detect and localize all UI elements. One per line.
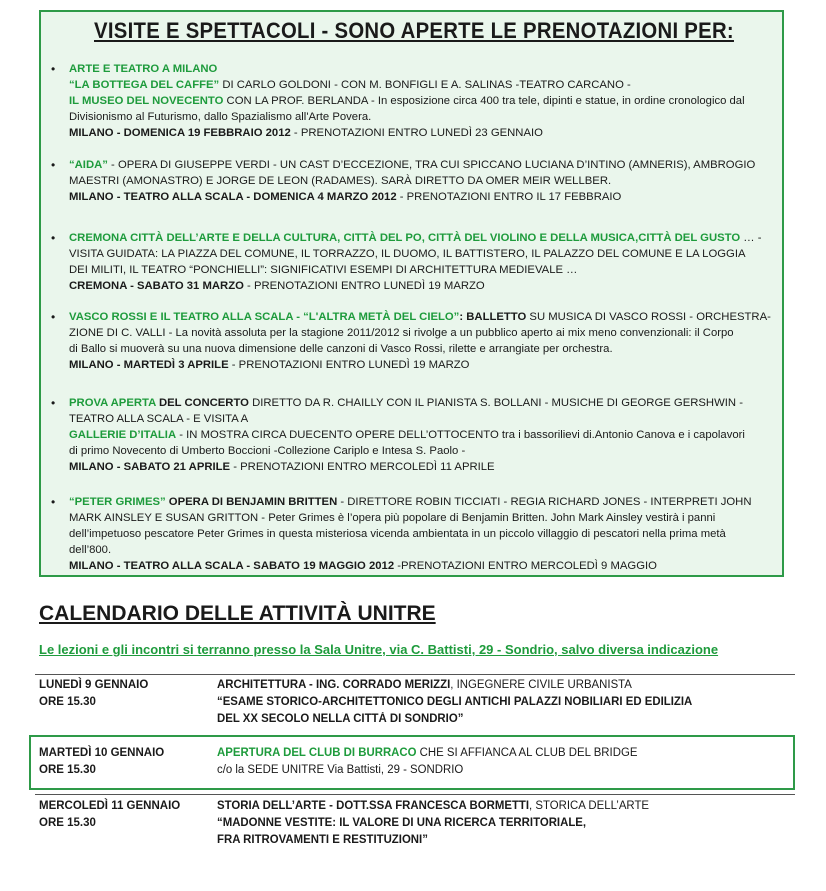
events-box-title: VISITE E SPETTACOLI - SONO APERTE LE PRENOTAZIONI PER: — [93, 18, 734, 43]
text-segment: DEL XX SECOLO NELLA CITTÀ DI SONDRIO” — [217, 713, 464, 725]
text-line — [69, 278, 779, 294]
text-segment: MAESTRI (AMONASTRO) E JORGE DE LEON (RADAMES). SARÀ DIRETTO DA OMER MEIR WELLBER. — [69, 175, 612, 187]
text-line — [69, 125, 779, 141]
text-line — [69, 61, 779, 77]
bullet-icon: • — [51, 495, 56, 509]
text-segment: MILANO - TEATRO ALLA SCALA - DOMENICA 4 MARZO 2012 — [69, 191, 397, 203]
text-segment: “ESAME STORICO-ARCHITETTONICO DEGLI ANTICHI PALAZZI NOBILIARI ED EDILIZIA — [217, 696, 693, 708]
text-line — [69, 427, 779, 443]
calendar-description — [217, 745, 797, 779]
text-line — [69, 395, 779, 411]
text-segment: VISITA GUIDATA: LA PIAZZA DEL COMUNE, IL TORRAZZO, IL DUOMO, IL BATTISTERO, IL PALAZZO DEL COMUNE E LA LOGGIA — [69, 248, 746, 260]
calendar-title: CALENDARIO DELLE ATTIVITÀ UNITRE — [39, 602, 436, 625]
text-segment: , INGEGNERE CIVILE URBANISTA — [450, 679, 632, 691]
calendar-subtitle: Le lezioni e gli incontri si terranno presso la Sala Unitre, via C. Battisti, 29 - Sondrio, salvo diversa indicazione — [39, 642, 719, 657]
events-box — [39, 10, 784, 577]
text-line — [69, 262, 779, 278]
text-segment: BALLETTO — [466, 311, 527, 323]
text-line — [217, 815, 792, 832]
text-segment: c/o la SEDE UNITRE Via Battisti, 29 - SONDRIO — [217, 764, 464, 776]
text-segment: di Ballo si muoverà su una nuova dimensione delle canzoni di Vasco Rossi, rilette e arrangiate per orchestra. — [69, 343, 613, 355]
text-line — [69, 494, 779, 510]
text-segment: ARCHITETTURA - ING. CORRADO MERIZZI — [217, 679, 451, 691]
text-line — [217, 694, 792, 711]
text-segment: DEI MILITI, IL TEATRO “PONCHIELLI”: SIGNIFICATIVI ESEMPI DI ARCHITETTURA MEDIEVALE … — [69, 264, 578, 276]
text-segment: ZIONE DI C. VALLI - La novità assoluta per la stagione 2011/2012 si rivolge a un pubblico aperto ai mix meno convenzionali: il Corpo — [69, 327, 734, 339]
text-line — [217, 798, 792, 815]
text-line — [69, 189, 779, 205]
text-line — [69, 411, 779, 427]
text-segment: di primo Novecento di Umberto Boccioni -Collezione Cariplo e Intesa S. Paolo - — [69, 445, 466, 457]
text-segment: CHE SI AFFIANCA AL CLUB DEL BRIDGE — [416, 747, 638, 759]
text-segment: - PRENOTAZIONI ENTRO MERCOLEDÌ 11 APRILE — [230, 461, 495, 473]
text-line — [217, 762, 792, 779]
text-line — [69, 109, 779, 125]
calendar-date — [39, 798, 209, 832]
calendar-date — [39, 677, 209, 711]
text-segment: - IN MOSTRA CIRCA DUECENTO OPERE DELL’OTTOCENTO tra i bassorilievi di.Antonio Canova e i capolavori — [176, 429, 745, 441]
calendar-description — [217, 798, 797, 849]
date-line: MERCOLEDÌ 11 GENNAIO — [39, 800, 181, 812]
text-segment: MARK AINSLEY E SUSAN GRITTON - Peter Grimes è l’opera più popolare di Benjamin Britten. John Mark Ainsley vestirà i panni — [69, 512, 716, 524]
text-segment: - PRENOTAZIONI ENTRO IL 17 FEBBRAIO — [396, 191, 622, 203]
text-segment: - OPERA DI GIUSEPPE VERDI - UN CAST D’ECCEZIONE, TRA CUI SPICCANO LUCIANA D’INTINO (AMNERIS), AMBROGIO — [107, 159, 756, 171]
text-segment: MILANO - TEATRO ALLA SCALA - SABATO 19 MAGGIO 2012 — [69, 560, 395, 572]
text-segment: CREMONA - SABATO 31 MARZO — [69, 280, 244, 292]
text-line — [217, 711, 792, 728]
divider — [35, 794, 795, 795]
bullet-icon: • — [51, 396, 56, 410]
text-line — [69, 246, 779, 262]
text-line — [69, 558, 779, 574]
text-segment: OPERA DI BENJAMIN BRITTEN — [165, 496, 338, 508]
text-segment: “AIDA” — [69, 159, 108, 171]
text-line — [69, 542, 779, 558]
text-segment: IL MUSEO DEL NOVECENTO — [69, 95, 224, 107]
text-line — [69, 357, 779, 373]
text-segment: CREMONA CITTÀ DELL’ARTE E DELLA CULTURA, CITTÀ DEL PO, CITTÀ DEL VIOLINO E DELLA MUSICA,CITTÀ DEL GUSTO — [69, 232, 741, 244]
text-segment: - PRENOTAZIONI ENTRO LUNEDÌ 19 MARZO — [228, 359, 470, 371]
calendar-date — [39, 745, 209, 779]
date-line: MARTEDÌ 10 GENNAIO — [39, 747, 165, 759]
event-item — [51, 230, 779, 294]
text-line — [69, 93, 779, 109]
text-segment: dell’800. — [69, 544, 112, 556]
event-item — [51, 494, 779, 574]
text-segment: “MADONNE VESTITE: IL VALORE DI UNA RICERCA TERRITORIALE, — [217, 817, 587, 829]
text-line — [69, 325, 779, 341]
text-line — [217, 745, 792, 762]
date-line: ORE 15.30 — [39, 817, 96, 829]
divider — [35, 674, 795, 675]
text-line — [69, 443, 779, 459]
event-item — [51, 61, 779, 141]
text-segment: MILANO - DOMENICA 19 FEBBRAIO 2012 — [69, 127, 291, 139]
text-segment: VASCO ROSSI E IL TEATRO ALLA SCALA - “L'ALTRA METÀ DEL CIELO” — [69, 311, 460, 323]
bullet-icon: • — [51, 231, 56, 245]
bullet-icon: • — [51, 158, 56, 172]
text-segment: PROVA APERTA — [69, 397, 156, 409]
text-line — [69, 157, 779, 173]
text-segment: SU MUSICA DI VASCO ROSSI - ORCHESTRA- — [526, 311, 771, 323]
text-line — [217, 677, 792, 694]
text-segment: - PRENOTAZIONI ENTRO LUNEDÌ 23 GENNAIO — [290, 127, 543, 139]
text-segment: DI CARLO GOLDONI - CON M. BONFIGLI E A. SALINAS -TEATRO CARCANO - — [219, 79, 631, 91]
event-item — [51, 309, 779, 373]
text-segment: “PETER GRIMES” — [69, 496, 166, 508]
text-segment: - PRENOTAZIONI ENTRO LUNEDÌ 19 MARZO — [243, 280, 485, 292]
text-segment: MILANO - MARTEDÌ 3 APRILE — [69, 359, 229, 371]
text-segment: ARTE E TEATRO A MILANO — [69, 63, 218, 75]
event-item — [51, 157, 779, 205]
text-line — [69, 309, 779, 325]
text-segment: - DIRETTORE ROBIN TICCIATI - REGIA RICHARD JONES - INTERPRETI JOHN — [337, 496, 752, 508]
text-segment: … - — [740, 232, 762, 244]
bullet-icon: • — [51, 310, 56, 324]
text-segment: : — [459, 311, 467, 323]
text-line — [217, 832, 792, 849]
text-segment: , STORICA DELL’ARTE — [529, 800, 650, 812]
event-item — [51, 395, 779, 475]
text-segment: Divisionismo al Futurismo, dallo Spazialismo all'Arte Povera. — [69, 111, 372, 123]
date-line: ORE 15.30 — [39, 764, 96, 776]
text-line — [69, 510, 779, 526]
calendar-description — [217, 677, 797, 728]
text-segment: DIRETTO DA R. CHAILLY CON IL PIANISTA S. BOLLANI - MUSICHE DI GEORGE GERSHWIN - — [248, 397, 743, 409]
text-segment: CON LA PROF. BERLANDA - In esposizione circa 400 tra tele, dipinti e statue, in ordine cronologico dal — [223, 95, 745, 107]
text-segment: dell’impetuoso pescatore Peter Grimes in questa misteriosa vicenda ambientata in un piccolo villaggio di pescatori nella prima metà — [69, 528, 726, 540]
text-line — [69, 173, 779, 189]
text-segment: TEATRO ALLA SCALA - E VISITA A — [69, 413, 249, 425]
bullet-icon: • — [51, 62, 56, 76]
text-segment: APERTURA DEL CLUB DI BURRACO — [217, 747, 417, 759]
text-line — [69, 526, 779, 542]
text-line — [69, 230, 779, 246]
text-segment: STORIA DELL’ARTE - DOTT.SSA FRANCESCA BORMETTI — [217, 800, 530, 812]
text-segment: MILANO - SABATO 21 APRILE — [69, 461, 231, 473]
text-segment: -PRENOTAZIONI ENTRO MERCOLEDÌ 9 MAGGIO — [394, 560, 657, 572]
text-segment: DEL CONCERTO — [155, 397, 249, 409]
text-segment: “LA BOTTEGA DEL CAFFE” — [69, 79, 220, 91]
text-line — [69, 459, 779, 475]
text-line — [69, 341, 779, 357]
text-segment: GALLERIE D’ITALIA — [69, 429, 177, 441]
text-segment: FRA RITROVAMENTI E RESTITUZIONI” — [217, 834, 428, 846]
text-line — [69, 77, 779, 93]
date-line: LUNEDÌ 9 GENNAIO — [39, 679, 149, 691]
date-line: ORE 15.30 — [39, 696, 96, 708]
